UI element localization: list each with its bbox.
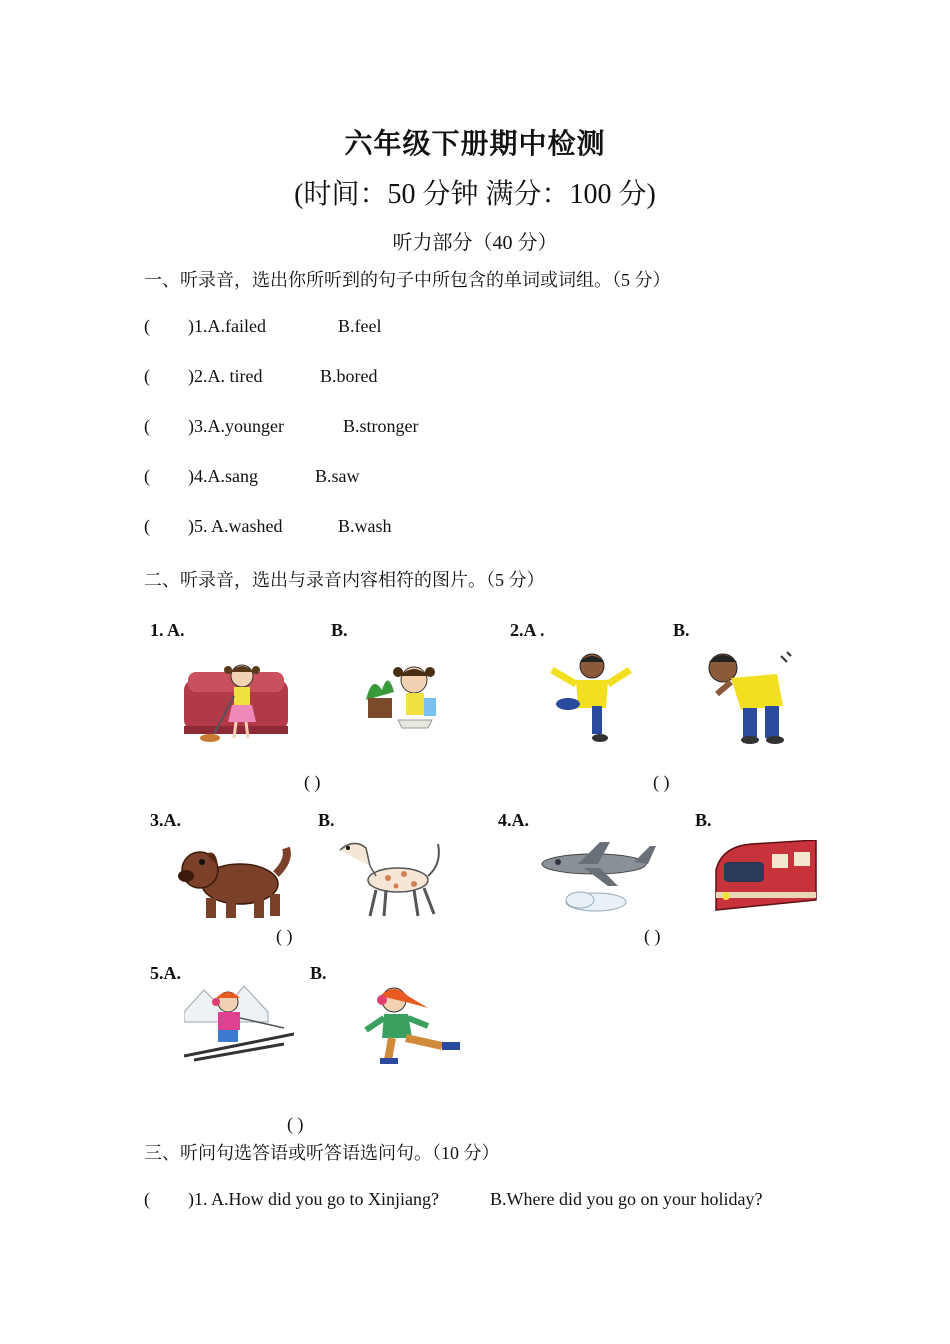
question-row: ( )2.A. tired B.bored [144,366,378,386]
label-1a: 1. A. [150,620,185,640]
part-heading: 听力部分（40 分） [392,232,558,254]
exam-info: (时间：50 分钟 满分：100 分) [294,179,656,210]
train-icon [712,840,818,912]
girl-watering-plant-icon [362,660,456,732]
brown-dog-icon [176,840,292,922]
answer-blank[interactable]: ( ) [276,926,293,946]
label-2a: 2.A . [510,620,545,640]
answer-blank[interactable]: ( ) [653,772,670,792]
boy-jumping-icon [540,648,636,744]
label-4a: 4.A. [498,810,529,830]
question-row: ( )5. A.washed B.wash [144,516,392,536]
section2-heading: 二、听录音，选出与录音内容相符的图片。（5 分） [144,570,545,590]
question-row: ( )1. A.How did you go to Xinjiang? B.Where did you go on your holiday? [144,1189,763,1209]
question-row: ( )4.A.sang B.saw [144,466,360,486]
label-3b: B. [318,810,335,830]
answer-blank[interactable]: ( ) [304,772,321,792]
girl-skiing-icon [184,982,294,1062]
label-3a: 3.A. [150,810,181,830]
section3-heading: 三、听问句选答语或听答语选问句。（10 分） [144,1143,500,1163]
question-row: ( )3.A.younger B.stronger [144,416,419,436]
label-4b: B. [695,810,712,830]
answer-blank[interactable]: ( ) [287,1114,304,1134]
answer-blank[interactable]: ( ) [644,926,661,946]
section1-heading: 一、听录音，选出你所听到的句子中所包含的单词或词组。（5 分） [144,270,671,290]
spotted-dog-icon [334,836,444,920]
boy-sick-icon [695,648,795,744]
question-row: ( )1.A.failed B.feel [144,316,382,336]
label-5a: 5.A. [150,963,181,983]
airplane-icon [538,842,658,916]
girl-skating-icon [358,980,468,1068]
label-5b: B. [310,963,327,983]
girl-vacuuming-icon [184,660,290,744]
label-2b: B. [673,620,690,640]
page-title: 六年级下册期中检测 [344,129,606,160]
label-1b: B. [331,620,348,640]
